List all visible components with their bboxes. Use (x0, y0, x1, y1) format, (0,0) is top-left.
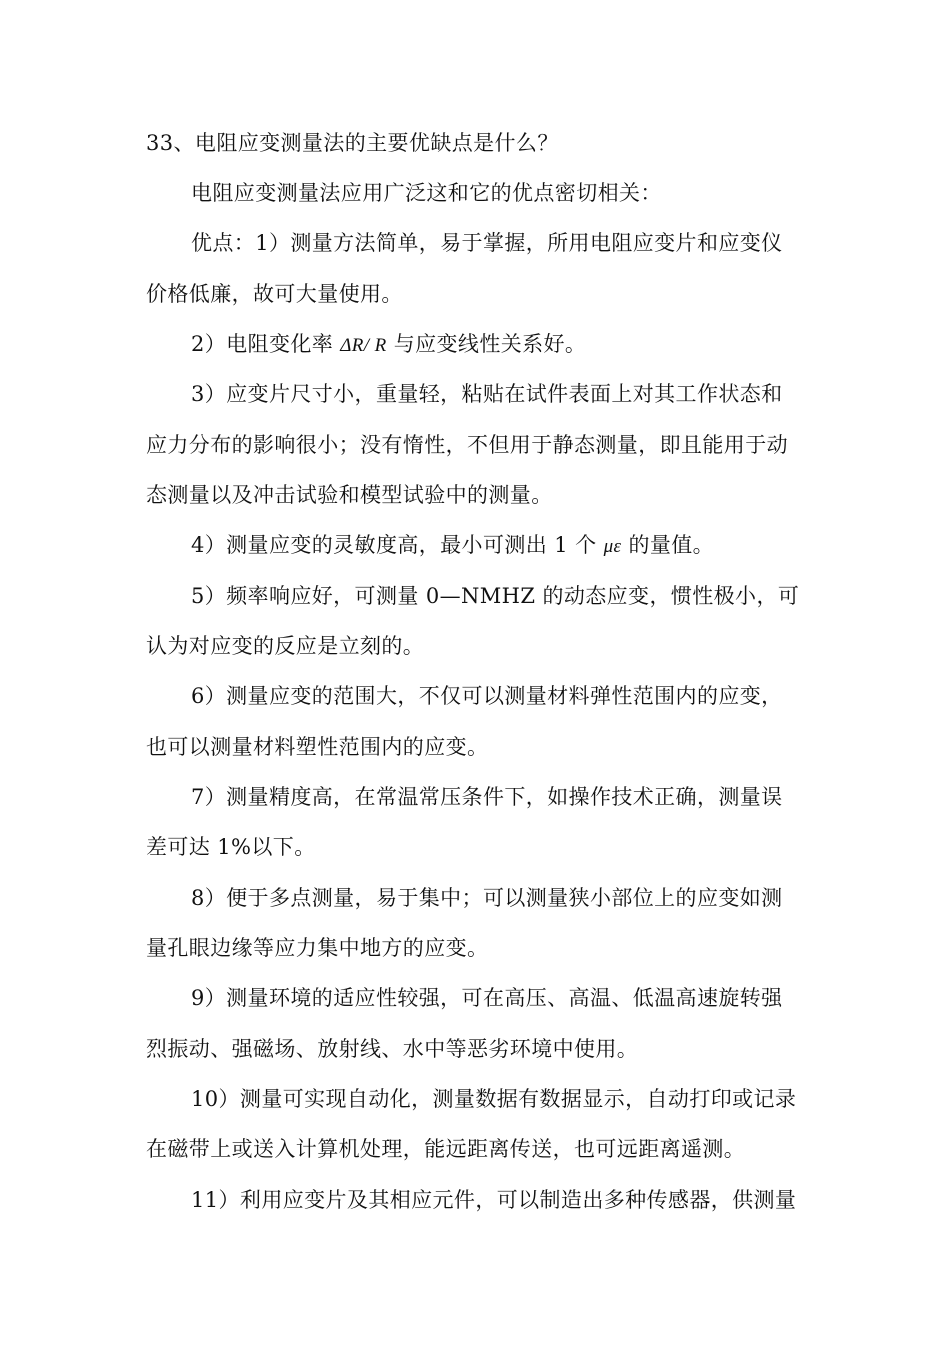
advantage-4-line (191, 530, 714, 562)
advantage-10-line-1: 10）测量可实现自动化，测量数据有数据显示，自动打印或记录 (191, 1087, 797, 1111)
advantage-9-line-1: 9）测量环境的适应性较强，可在高压、高温、低温高速旋转强 (191, 986, 783, 1010)
advantage-6-line-1: 6）测量应变的范围大，不仅可以测量材料弹性范围内的应变， (191, 684, 783, 708)
advantage-3-line-3: 态测量以及冲击试验和模型试验中的测量。 (146, 483, 553, 507)
advantage-7-line-1: 7）测量精度高，在常温常压条件下，如操作技术正确，测量误 (191, 785, 783, 809)
advantage-9-line-2: 烈振动、强磁场、放射线、水中等恶劣环境中使用。 (146, 1037, 639, 1061)
question-title: 33、电阻应变测量法的主要优缺点是什么？ (146, 131, 559, 155)
advantage-2-line (191, 329, 586, 361)
advantage-2-text-end: 与应变线性关系好。 (393, 332, 587, 356)
advantage-8-line-1: 8）便于多点测量，易于集中；可以测量狭小部位上的应变如测 (191, 886, 783, 910)
advantage-7-line-2: 差可达 1%以下。 (146, 835, 316, 859)
advantage-3-line-2: 应力分布的影响很小；没有惰性，不但用于静态测量，即且能用于动 (146, 433, 788, 457)
advantage-5-line-1: 5）频率响应好，可测量 0—NMHZ 的动态应变，惯性极小，可 (191, 584, 800, 608)
advantage-1-line-2: 价格低廉，故可大量使用。 (146, 282, 403, 306)
advantage-10-line-2: 在磁带上或送入计算机处理，能远距离传送，也可远距离遥测。 (146, 1137, 746, 1161)
advantage-5-line-2: 认为对应变的反应是立刻的。 (146, 634, 425, 658)
advantage-11-line-1: 11）利用应变片及其相应元件，可以制造出多种传感器，供测量 (191, 1188, 797, 1212)
advantage-8-line-2: 量孔眼边缘等应力集中地方的应变。 (146, 936, 489, 960)
advantage-6-line-2: 也可以测量材料塑性范围内的应变。 (146, 735, 489, 759)
intro-paragraph: 电阻应变测量法应用广泛这和它的优点密切相关： (191, 181, 662, 205)
advantage-1-line-1: 优点：1）测量方法简单，易于掌握，所用电阻应变片和应变仪 (191, 231, 783, 255)
delta-r-over-r-formula: ΔR/ R (340, 335, 387, 356)
advantage-2-text-start: 2）电阻变化率 (191, 332, 334, 356)
advantage-4-text-start: 4）测量应变的灵敏度高，最小可测出 1 个 (191, 533, 597, 557)
advantage-3-line-1: 3）应变片尺寸小，重量轻，粘贴在试件表面上对其工作状态和 (191, 382, 783, 406)
micro-strain-symbol: με (603, 536, 622, 557)
advantage-4-text-end: 的量值。 (628, 533, 715, 557)
